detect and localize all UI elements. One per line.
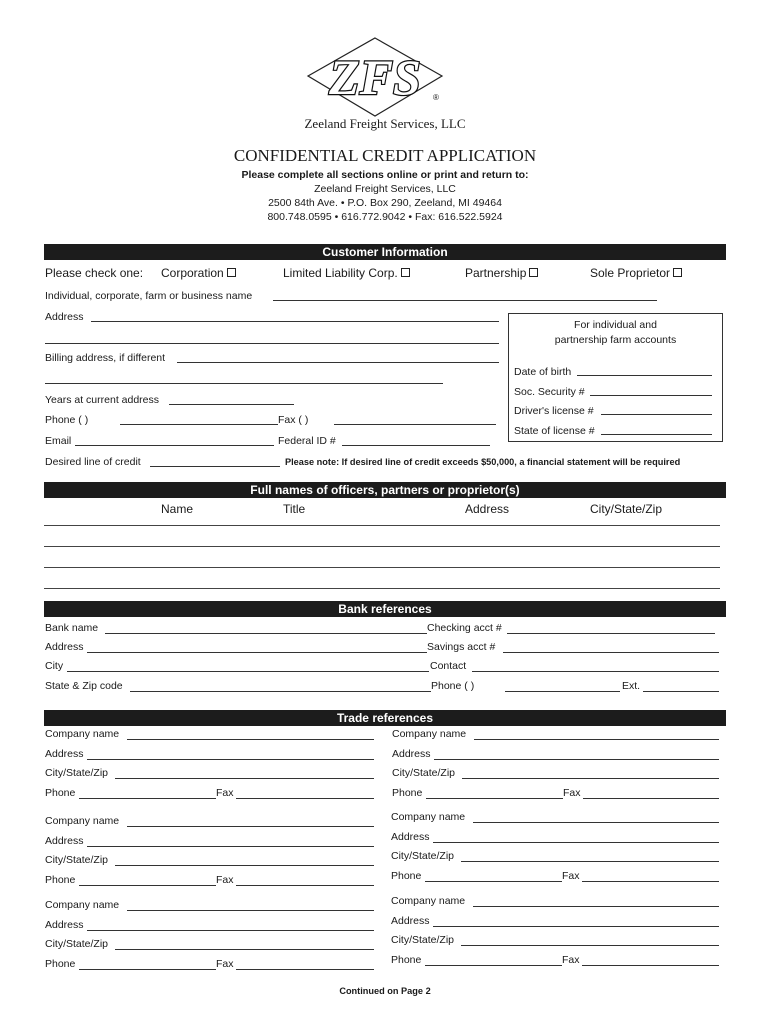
trade-2-phone-label: Phone [392, 786, 423, 799]
officers-col-title: Title [283, 502, 306, 516]
address-label: Address [45, 311, 84, 323]
trade-2-address-field[interactable] [434, 759, 719, 760]
officers-col-city: City/State/Zip [590, 502, 663, 516]
address-company: Zeeland Freight Services, LLC [314, 183, 456, 195]
trade-4-city-state-zip-label: City/State/Zip [391, 850, 455, 862]
trade-6-phone-field[interactable] [425, 965, 562, 966]
trade-6-company-name-field[interactable] [473, 906, 719, 907]
drivers-license-field[interactable] [601, 414, 712, 415]
officer-row-4[interactable] [44, 588, 720, 589]
address-field-line-2[interactable] [45, 343, 499, 344]
bank-state-zip-field[interactable] [130, 691, 431, 692]
federal-id-field[interactable] [342, 445, 490, 446]
trade-3-address-field[interactable] [87, 846, 374, 847]
years-label: Years at current address [45, 394, 160, 406]
business-name-label: Individual, corporate, farm or business name [45, 290, 253, 302]
address-street: 2500 84th Ave. • P.O. Box 290, Zeeland, MI 49464 [268, 197, 502, 209]
trade-3-city-state-zip-label: City/State/Zip [45, 854, 109, 866]
trade-4-phone-field[interactable] [425, 881, 562, 882]
option-corporation-label: Corporation [161, 266, 224, 280]
savings-label: Savings acct # [427, 641, 496, 653]
logo-text: ZFS [329, 49, 421, 105]
continued-note: Continued on Page 2 [339, 986, 431, 996]
trade-2-address-label: Address [392, 747, 431, 760]
partnership-checkbox[interactable] [529, 268, 538, 277]
contact-label: Contact [430, 660, 467, 672]
form-title: CONFIDENTIAL CREDIT APPLICATION [233, 146, 537, 165]
drivers-license-label: Driver's license # [514, 405, 594, 417]
trade-5-city-state-zip-field[interactable] [115, 949, 374, 950]
trade-4-fax-label: Fax [562, 869, 580, 882]
trade-4-company-name-field[interactable] [473, 822, 719, 823]
option-partnership[interactable] [465, 266, 538, 280]
ssn-field[interactable] [590, 395, 712, 396]
bank-address-label: Address [45, 641, 84, 653]
trade-2-city-state-zip-label: City/State/Zip [392, 767, 456, 779]
trade-4-address-label: Address [391, 830, 430, 843]
trade-4-phone-label: Phone [391, 869, 422, 882]
desired-credit-field[interactable] [150, 466, 280, 467]
bank-name-field[interactable] [105, 633, 427, 634]
license-state-label: State of license # [514, 425, 595, 437]
trade-6-company-name-label: Company name [391, 895, 466, 907]
customer-section-header: Customer Information [44, 244, 726, 260]
trade-3-city-state-zip-field[interactable] [115, 865, 374, 866]
bank-phone-field[interactable] [505, 691, 620, 692]
trade-6-fax-label: Fax [562, 953, 580, 966]
trade-2-company-name-field[interactable] [474, 739, 719, 740]
trade-4-city-state-zip-field[interactable] [461, 861, 719, 862]
individual-box-title-2: partnership farm accounts [554, 334, 677, 346]
trade-5-fax-label: Fax [216, 957, 234, 970]
trade-6-address-field[interactable] [433, 926, 719, 927]
savings-field[interactable] [503, 652, 719, 653]
trade-5-phone-field[interactable] [79, 969, 216, 970]
trade-1-fax-label: Fax [216, 786, 234, 799]
checking-label: Checking acct # [427, 622, 502, 634]
trade-1-phone-label: Phone [45, 786, 76, 799]
bank-section-header: Bank references [44, 601, 726, 617]
officers-col-name: Name [161, 502, 194, 516]
trade-1-company-name-field[interactable] [127, 739, 374, 740]
instructions: Please complete all sections online or print and return to: [241, 169, 529, 181]
trade-3-phone-label: Phone [45, 873, 76, 886]
address-phones: 800.748.0595 • 616.772.9042 • Fax: 616.522.5924 [267, 211, 503, 223]
trade-5-address-field[interactable] [87, 930, 374, 931]
email-field[interactable] [75, 445, 274, 446]
officer-row-3[interactable] [44, 567, 720, 568]
bank-ext-label: Ext. [622, 680, 641, 692]
trade-6-city-state-zip-field[interactable] [461, 945, 719, 946]
billing-address-field[interactable] [177, 362, 499, 363]
logo [300, 36, 450, 120]
trade-5-address-label: Address [45, 918, 84, 931]
contact-field[interactable] [472, 671, 719, 672]
logo-diamond-graphic [300, 36, 450, 120]
bank-phone-label: Phone ( ) [431, 680, 475, 692]
option-sole-proprietor[interactable] [590, 266, 682, 280]
bank-city-field[interactable] [67, 671, 429, 672]
bank-address-field[interactable] [87, 652, 427, 653]
trade-5-phone-label: Phone [45, 957, 76, 970]
ssn-label: Soc. Security # [514, 386, 585, 398]
desired-credit-label: Desired line of credit [45, 456, 141, 468]
trade-3-fax-label: Fax [216, 873, 234, 886]
business-name-field[interactable] [273, 300, 657, 301]
dob-field[interactable] [577, 375, 712, 376]
option-sole-label: Sole Proprietor [590, 266, 671, 280]
trade-4-address-field[interactable] [433, 842, 719, 843]
bank-ext-field[interactable] [643, 691, 719, 692]
years-field[interactable] [169, 404, 294, 405]
dob-label: Date of birth [514, 366, 572, 378]
trade-6-fax-field[interactable] [582, 965, 719, 966]
phone-label: Phone ( ) [45, 414, 89, 426]
option-llc-label: Limited Liability Corp. [283, 266, 398, 280]
license-state-field[interactable] [601, 434, 712, 435]
company-name: Zeeland Freight Services, LLC [304, 116, 466, 131]
trade-1-company-name-label: Company name [45, 728, 120, 740]
trade-4-company-name-label: Company name [391, 811, 466, 823]
trade-1-fax-field[interactable] [236, 798, 374, 799]
trade-1-city-state-zip-field[interactable] [115, 778, 374, 779]
trade-2-fax-label: Fax [563, 786, 581, 799]
fax-field[interactable] [334, 424, 496, 425]
trade-5-company-name-field[interactable] [127, 910, 374, 911]
trade-3-company-name-label: Company name [45, 815, 120, 827]
trade-1-address-label: Address [45, 747, 84, 760]
trade-3-company-name-field[interactable] [127, 826, 374, 827]
registered-mark: ® [433, 93, 439, 102]
trade-5-fax-field[interactable] [236, 969, 374, 970]
trade-6-city-state-zip-label: City/State/Zip [391, 934, 455, 946]
fax-label: Fax ( ) [278, 414, 309, 426]
trade-3-phone-field[interactable] [79, 885, 216, 886]
credit-note: Please note: If desired line of credit exceeds $50,000, a financial statement will be required [285, 457, 681, 467]
trade-2-phone-field[interactable] [426, 798, 563, 799]
address-field[interactable] [91, 321, 499, 322]
trade-5-city-state-zip-label: City/State/Zip [45, 938, 109, 950]
officer-row-1[interactable] [44, 525, 720, 526]
trade-1-phone-field[interactable] [79, 798, 216, 799]
check-one-label: Please check one: [45, 266, 144, 280]
trade-5-company-name-label: Company name [45, 899, 120, 911]
billing-address-field-line-2[interactable] [45, 383, 443, 384]
trade-4-fax-field[interactable] [582, 881, 719, 882]
checking-field[interactable] [507, 633, 715, 634]
bank-name-label: Bank name [45, 622, 99, 634]
trade-2-fax-field[interactable] [583, 798, 719, 799]
trade-3-fax-field[interactable] [236, 885, 374, 886]
sole-proprietor-checkbox[interactable] [673, 268, 682, 277]
option-llc[interactable] [283, 266, 410, 280]
billing-address-label: Billing address, if different [45, 352, 166, 364]
trade-section-header: Trade references [44, 710, 726, 726]
federal-id-label: Federal ID # [278, 435, 336, 447]
corporation-checkbox[interactable] [227, 268, 236, 277]
officers-col-address: Address [465, 502, 510, 516]
officers-section-header: Full names of officers, partners or proprietor(s) [44, 482, 726, 498]
email-label: Email [45, 435, 72, 447]
trade-2-company-name-label: Company name [392, 728, 467, 740]
trade-1-address-field[interactable] [87, 759, 374, 760]
officer-row-2[interactable] [44, 546, 720, 547]
trade-3-address-label: Address [45, 834, 84, 847]
trade-6-address-label: Address [391, 914, 430, 927]
individual-box-title-1: For individual and [574, 319, 657, 331]
option-corporation[interactable] [161, 266, 236, 280]
phone-field[interactable] [120, 424, 278, 425]
bank-city-label: City [45, 660, 64, 672]
trade-1-city-state-zip-label: City/State/Zip [45, 767, 109, 779]
bank-state-zip-label: State & Zip code [45, 680, 123, 692]
trade-2-city-state-zip-field[interactable] [462, 778, 719, 779]
llc-checkbox[interactable] [401, 268, 410, 277]
trade-6-phone-label: Phone [391, 953, 422, 966]
option-partnership-label: Partnership [465, 266, 527, 280]
